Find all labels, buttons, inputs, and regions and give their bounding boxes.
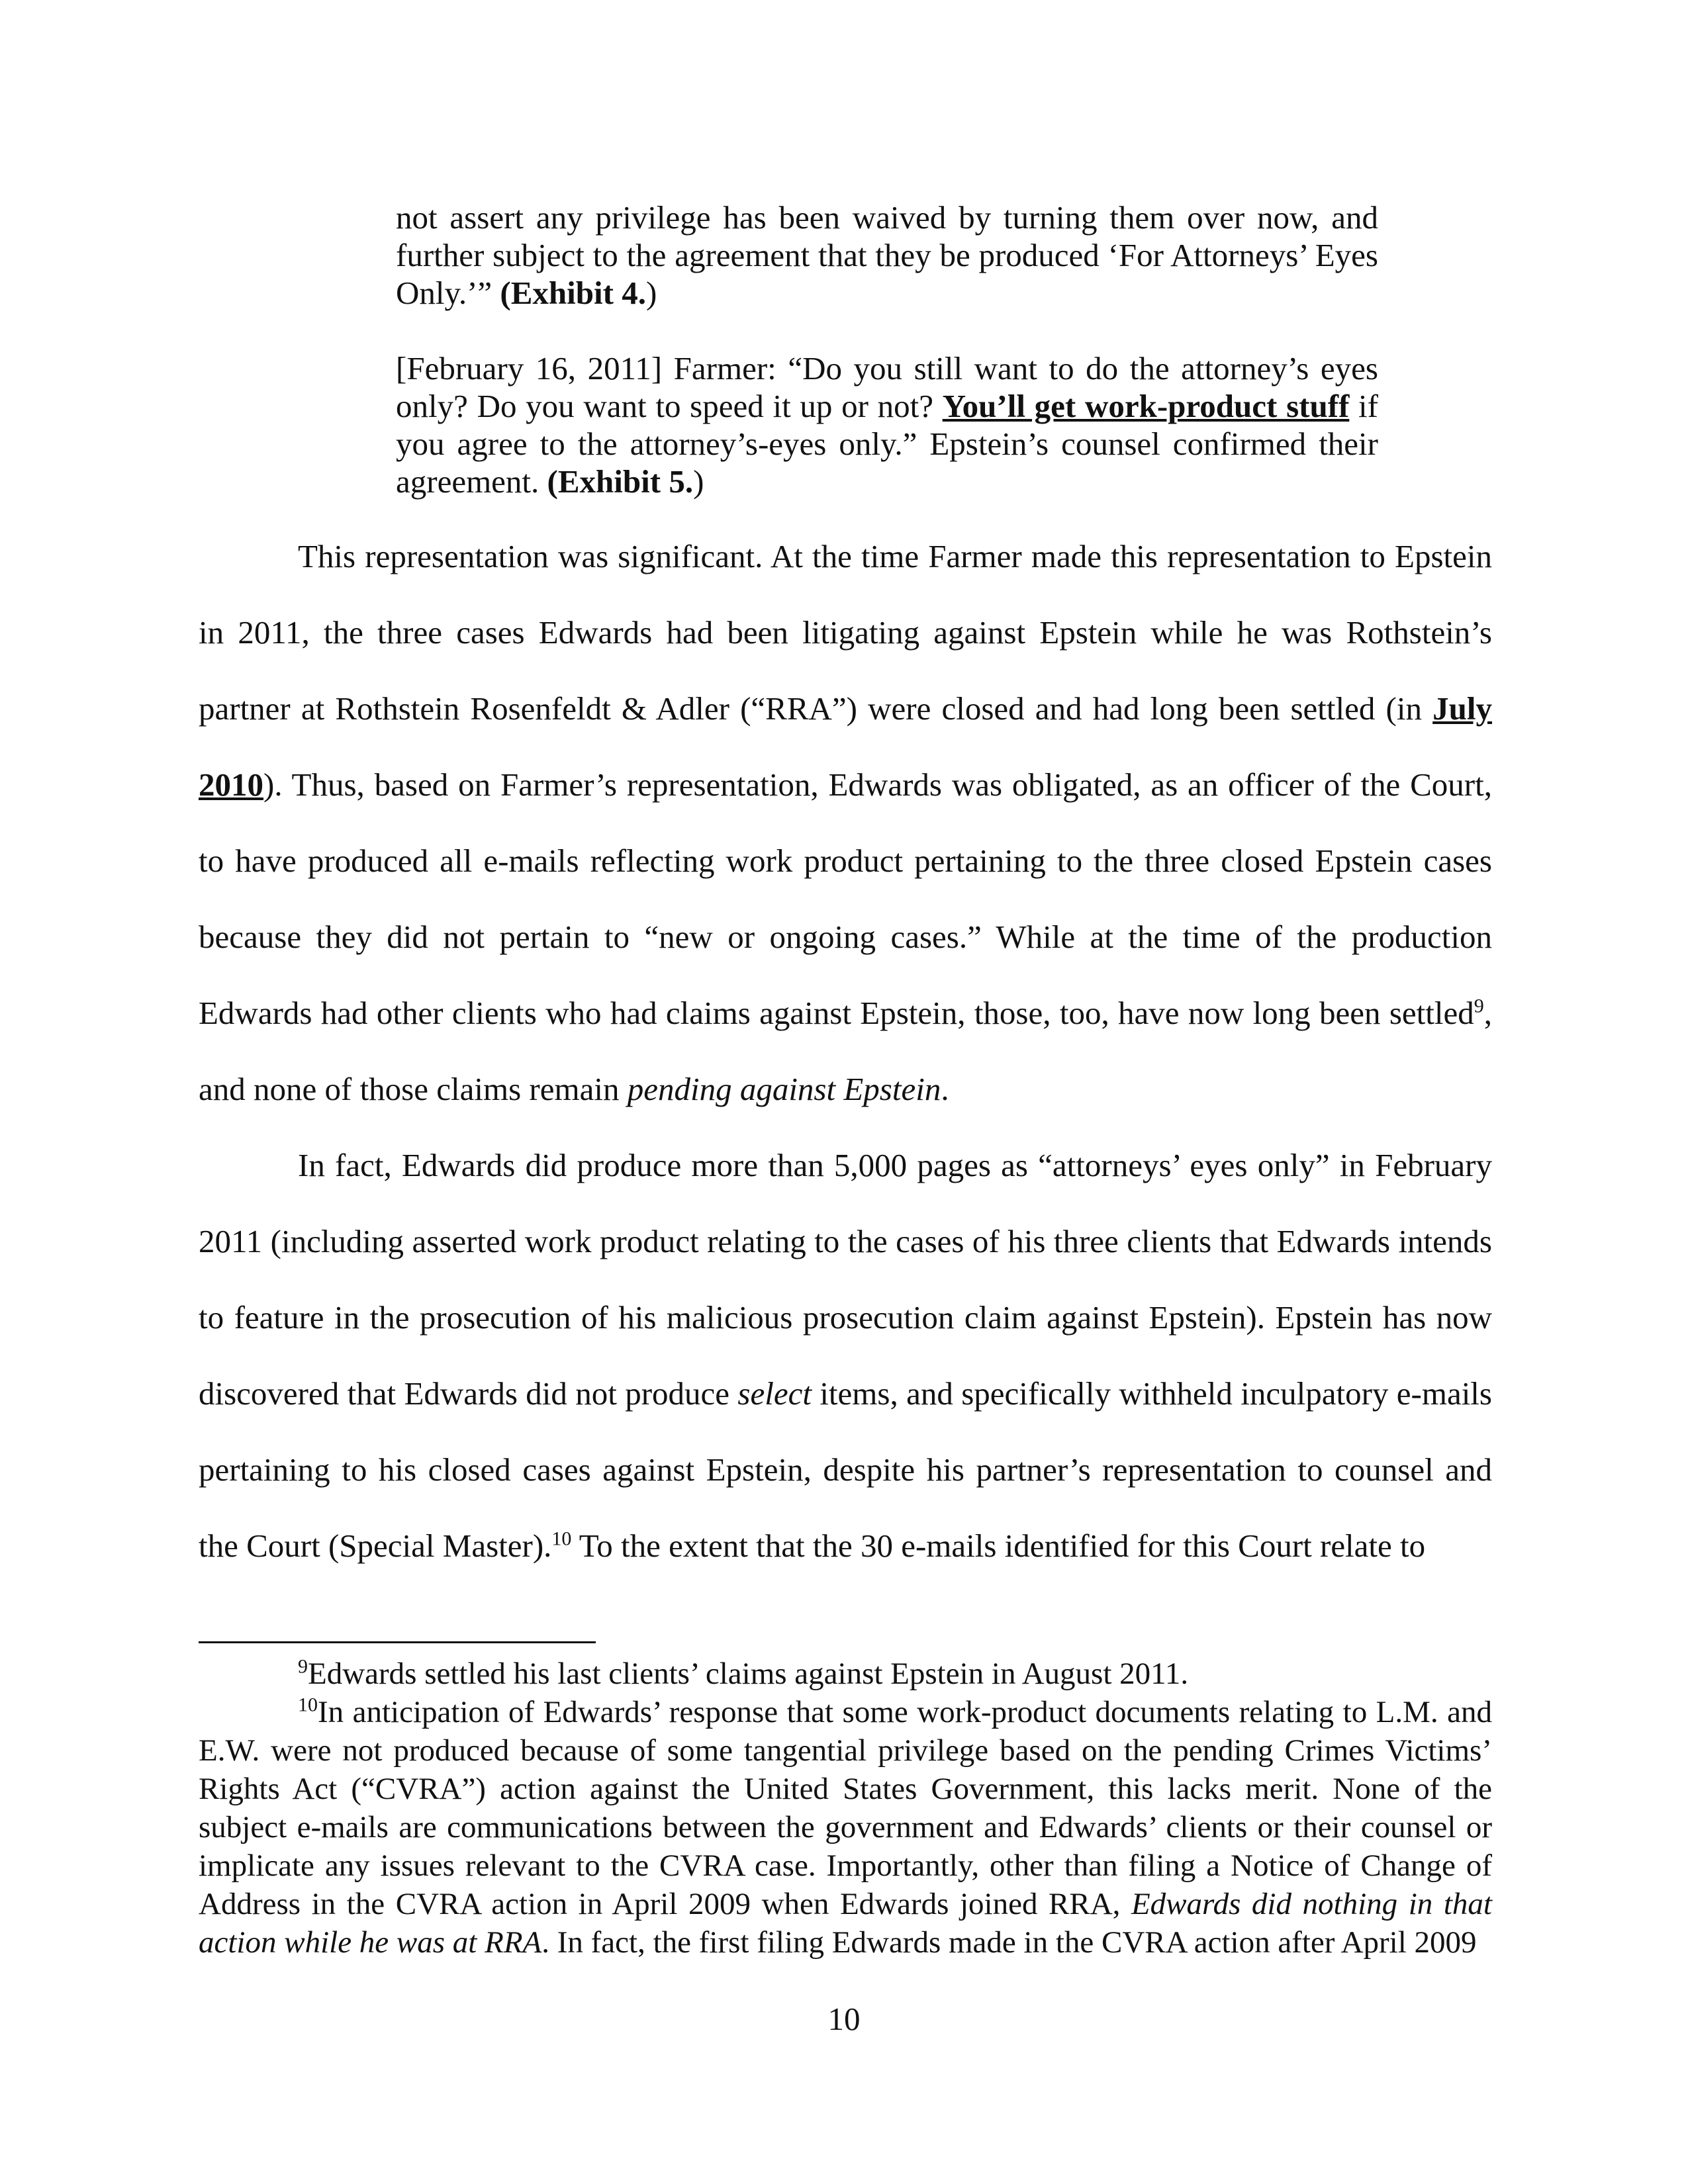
footnote-9 bbox=[199, 1655, 1492, 1693]
footnotes bbox=[199, 1655, 1492, 1962]
footnote-number: 10 bbox=[298, 1694, 318, 1716]
footnote-divider bbox=[199, 1641, 596, 1643]
footnote-text: Edwards settled his last clients’ claims against Epstein in August 2011. bbox=[308, 1657, 1189, 1691]
paragraph-text: This representation was significant. At the time Farmer made this representation to Epstein in 2011, the three cases Edwards had been litigating against Epstein while he was Rothstein’s partner at Rothstein Rosenfeldt & Adler (“RRA”) were closed and had long been settled (in bbox=[199, 538, 1492, 727]
paragraph-text: In fact, Edwards did produce more than 5,000 pages as “attorneys’ eyes only” in February 2011 (including asserted work product relating to the cases of his three clients that Edwards intends to feature in the prosecution of his malicious prosecution claim against Epstein). Epstein has now discovered that Edwards did not produce bbox=[199, 1147, 1492, 1412]
paragraph-text: To the extent that the 30 e-mails identified for this Court relate to bbox=[571, 1527, 1426, 1564]
footnote-italic: Edwards did nothing in that action while he was at RRA bbox=[199, 1887, 1492, 1960]
footnote-ref-10: 10 bbox=[551, 1527, 572, 1550]
paragraph-text: ). Thus, based on Farmer’s representation, Edwards was obligated, as an officer of the Court, to have produced all e-mails reflecting work product pertaining to the three closed Epstein cases because they did not pertain to “new or ongoing cases.” While at the time of the production Edwards had other clients who had claims against Epstein, those, too, have now long been settled bbox=[199, 766, 1492, 1031]
paragraph-in-fact bbox=[199, 1127, 1492, 1584]
quote-text: if you agree to the attorney’s-eyes only.” Epstein’s counsel confirmed their agreement. bbox=[396, 388, 1378, 500]
footnote-text: In anticipation of Edwards’ response that some work-product documents relating to L.M. and E.W. were not produced because of some tangential privilege based on the pending Crimes Victims’ Rights Act (“CVRA”) action against the United States Government, this lacks merit. None of the subject e-mails are communications between the government and Edwards’ clients or their counsel or implicate any issues relevant to the CVRA case. Importantly, other than filing a Notice of Change of Address in the CVRA action in April 2009 when Edwards joined RRA, bbox=[199, 1695, 1492, 1921]
paragraph-text: . bbox=[941, 1071, 949, 1107]
page-number: 10 bbox=[827, 2001, 861, 2037]
footnote-text: . In fact, the first filing Edwards made in the CVRA action after April 2009 bbox=[541, 1925, 1477, 1960]
footnote-number: 9 bbox=[298, 1655, 308, 1678]
block-quote-exhibit-4 bbox=[396, 199, 1378, 312]
pending-against-epstein: pending against Epstein bbox=[627, 1071, 941, 1107]
footnote-ref-9: 9 bbox=[1474, 995, 1484, 1017]
exhibit-4-label: (Exhibit 4. bbox=[500, 275, 646, 311]
exhibit-5-label: (Exhibit 5. bbox=[547, 463, 694, 500]
quote-close-paren: ) bbox=[645, 275, 657, 311]
paragraph-text: , and none of those claims remain bbox=[199, 995, 1492, 1107]
quote-close-paren: ) bbox=[693, 463, 704, 500]
footnote-10 bbox=[199, 1693, 1492, 1962]
quote-text: not assert any privilege has been waived by turning them over now, and further subject to the agreement that they be produced ‘For Attorneys’ Eyes Only.’” bbox=[396, 199, 1378, 311]
work-product-emphasis: You’ll get work-product stuff bbox=[942, 388, 1350, 424]
paragraph-representation-significant bbox=[199, 518, 1492, 1127]
block-quote-exhibit-5 bbox=[396, 349, 1378, 500]
select-emphasis: select bbox=[737, 1375, 812, 1412]
july-2010-emphasis: July 2010 bbox=[199, 690, 1492, 803]
quote-text: [February 16, 2011] Farmer: “Do you still want to do the attorney’s eyes only? Do you want to speed it up or not? bbox=[396, 350, 1378, 424]
paragraph-text: items, and specifically withheld inculpatory e-mails pertaining to his closed cases against Epstein, despite his partner’s representation to counsel and the Court (Special Master). bbox=[199, 1375, 1492, 1564]
